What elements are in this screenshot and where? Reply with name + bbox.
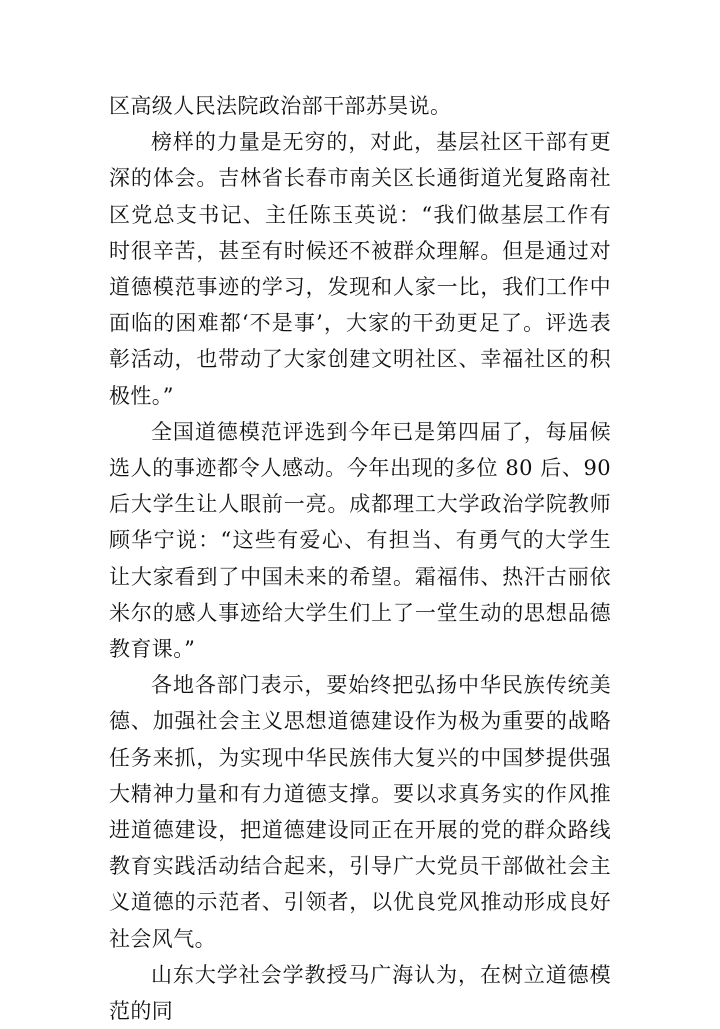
paragraph-5: 山东大学社会学教授马广海认为，在树立道德模范的同 [109, 962, 611, 1024]
paragraph-1: 区高级人民法院政治部干部苏昊说。 [109, 94, 452, 118]
paragraph-4: 各地各部门表示，要始终把弘扬中华民族传统美德、加强社会主义思想道德建设作为极为重要的战略任务来抓，为实现中华民族伟大复兴的中国梦提供强大精神力量和有力道德支撑。要以求真务实的作风推进道德建设，把道德建设同正在开展的党的群众路线教育实践活动结合起来，引导广大党员干部做社会主义道德的示范者、引领者，以优良党风推动形成良好社会风气。 [109, 673, 611, 951]
paragraph-3: 全国道德模范评选到今年已是第四届了，每届候选人的事迹都令人感动。今年出现的多位 80 后、90 后大学生让人眼前一亮。成都理工大学政治学院教师顾华宁说：“这些有爱心、有担当、有勇气的大学生让大家看到了中国未来的希望。霜福伟、热汗古丽依米尔的感人事迹给大学生们上了一堂生动的思想品德教育课。” [109, 419, 611, 662]
body-text [109, 88, 611, 1029]
paragraph-2: 榜样的力量是无穷的，对此，基层社区干部有更深的体会。吉林省长春市南关区长通街道光复路南社区党总支书记、主任陈玉英说：“我们做基层工作有时很辛苦，甚至有时候还不被群众理解。但是通过对道德模范事迹的学习，发现和人家一比，我们工作中面临的困难都‘不是事’，大家的干劲更足了。评选表彰活动，也带动了大家创建文明社区、幸福社区的积极性。” [109, 130, 611, 408]
